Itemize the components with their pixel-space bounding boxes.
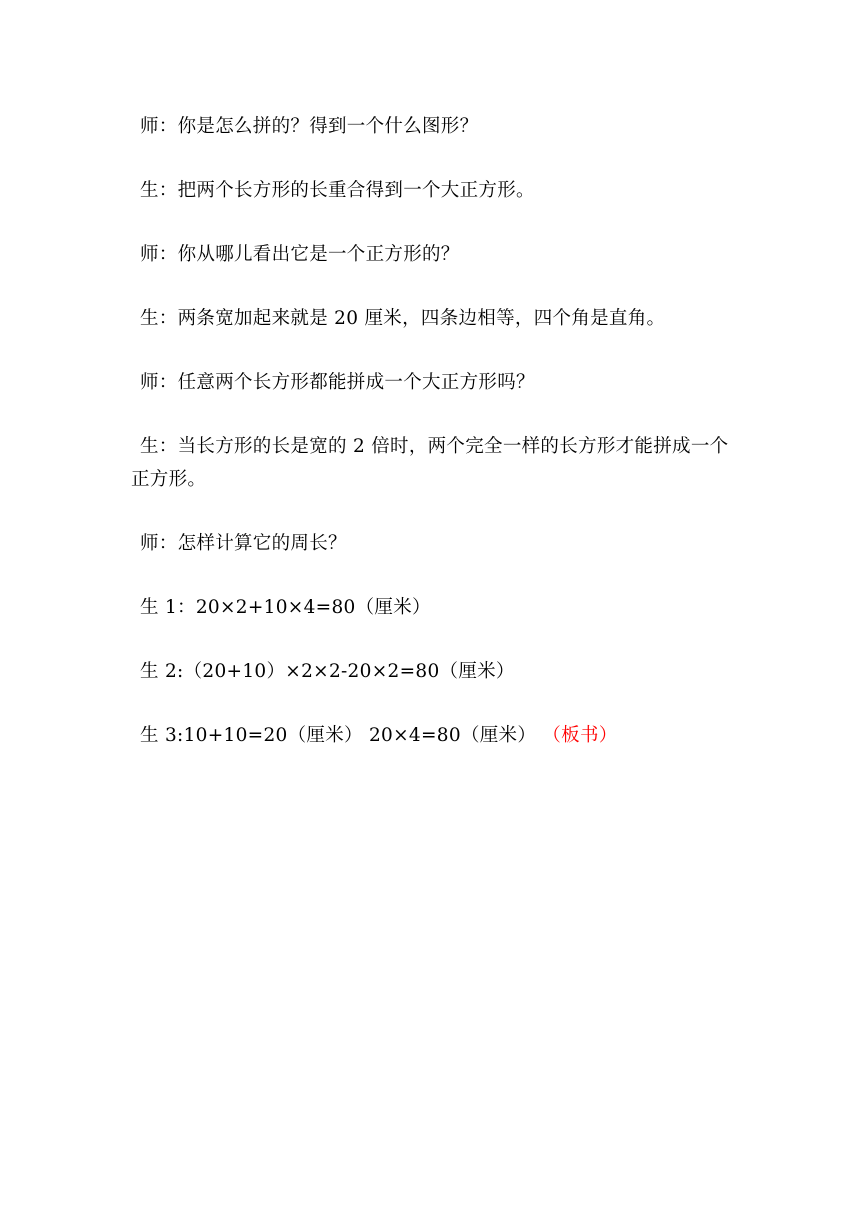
paragraph-student-answer-2: 生：两条宽加起来就是 20 厘米，四条边相等，四个角是直角。 [140, 308, 666, 329]
paragraph-student-3-solution [131, 719, 731, 752]
document-body [131, 110, 731, 783]
paragraph-student-1-solution: 生 1：20×2+10×4=80（厘米） [140, 597, 431, 618]
paragraph-teacher-question-4: 师：怎样计算它的周长？ [140, 533, 347, 554]
paragraph-student-2-solution: 生 2:（20+10）×2×2-20×2=80（厘米） [140, 661, 515, 682]
student-3-solution-text: 生 3:10+10=20（厘米） 20×4=80（厘米） [140, 725, 537, 746]
paragraph-teacher-question-1: 师：你是怎么拼的？得到一个什么图形？ [140, 116, 479, 137]
paragraph-teacher-question-3: 师：任意两个长方形都能拼成一个大正方形吗？ [140, 372, 535, 393]
blackboard-note: （板书） [542, 725, 618, 746]
paragraph-teacher-question-2: 师：你从哪儿看出它是一个正方形的？ [140, 244, 460, 265]
paragraph-student-answer-3: 生：当长方形的长是宽的 2 倍时，两个完全一样的长方形才能拼成一个正方形。 [131, 436, 729, 490]
paragraph-student-answer-1: 生：把两个长方形的长重合得到一个大正方形。 [140, 180, 535, 201]
